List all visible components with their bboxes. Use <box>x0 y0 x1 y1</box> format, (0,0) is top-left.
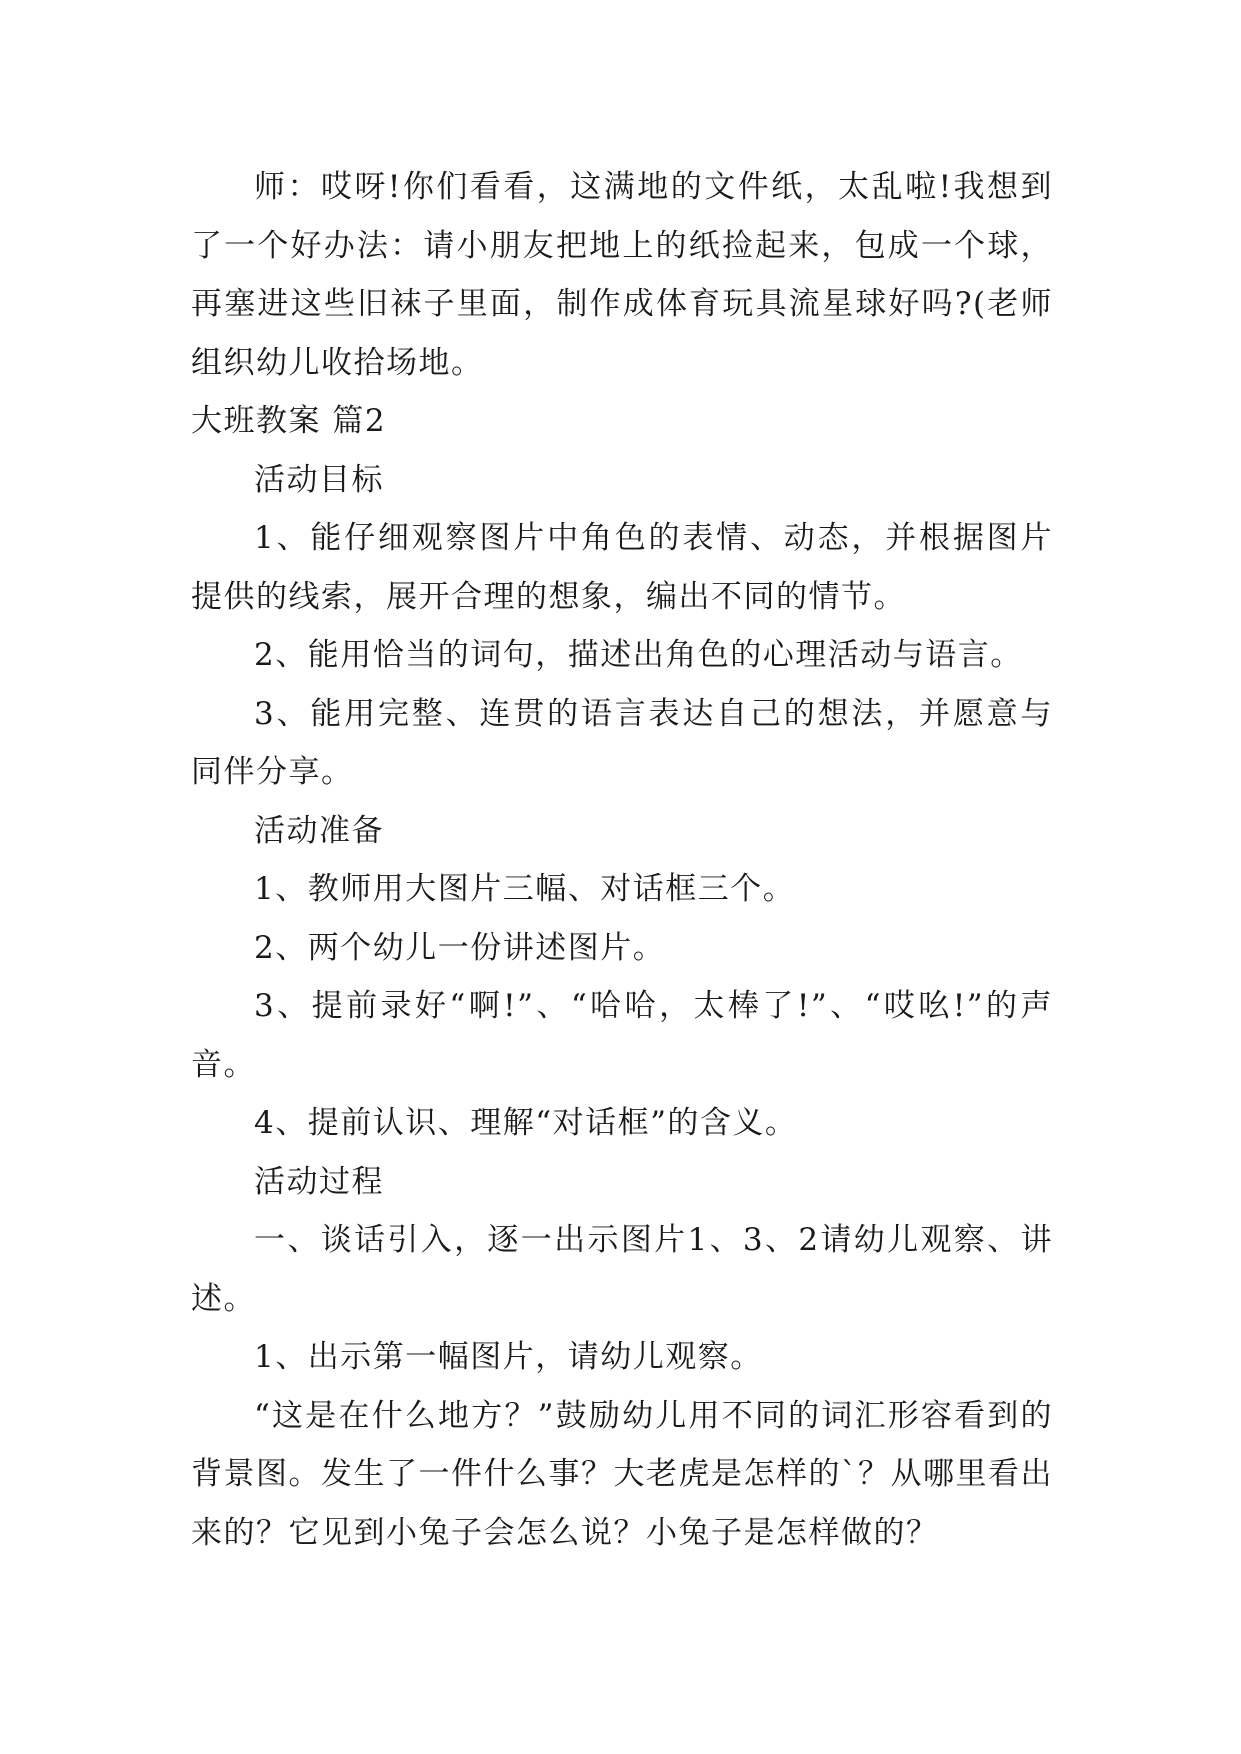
process-questions: “这是在什么地方？”鼓励幼儿用不同的词汇形容看到的背景图。发生了一件什么事？大老虎是怎样的`？从哪里看出来的？它见到小兔子会怎么说？小兔子是怎样做的？ <box>191 1397 1053 1551</box>
preparation-item-3: 3、提前录好“啊!”、“哈哈，太棒了!”、“哎吆!”的声音。 <box>191 988 1053 1083</box>
goal-item-2: 2、能用恰当的词句，描述出角色的心理活动与语言。 <box>254 637 1023 673</box>
subheading-activity-preparation: 活动准备 <box>254 812 384 849</box>
preparation-item-2: 2、两个幼儿一份讲述图片。 <box>254 929 666 966</box>
process-substep-1: 1、出示第一幅图片，请幼儿观察。 <box>254 1339 763 1375</box>
dialogue-paragraph: 师：哎呀!你们看看，这满地的文件纸，太乱啦!我想到了一个好办法：请小朋友把地上的纸捡起来，包成一个球，再塞进这些旧袜子里面，制作成体育玩具流星球好吗?(老师组织幼儿收拾场地。 <box>191 169 1053 381</box>
goal-item-3: 3、能用完整、连贯的语言表达自己的想法，并愿意与同伴分享。 <box>191 695 1053 790</box>
section-heading: 大班教案 篇2 <box>191 403 387 439</box>
document-body <box>191 158 1053 1562</box>
process-step-1: 一、谈话引入，逐一出示图片1、3、2请幼儿观察、讲述。 <box>191 1222 1053 1317</box>
preparation-item-4: 4、提前认识、理解“对话框”的含义。 <box>254 1105 798 1141</box>
subheading-activity-process: 活动过程 <box>254 1163 384 1200</box>
subheading-activity-goals: 活动目标 <box>254 461 384 498</box>
goal-item-1: 1、能仔细观察图片中角色的表情、动态，并根据图片提供的线索，展开合理的想象，编出不同的情节。 <box>191 520 1053 615</box>
preparation-item-1: 1、教师用大图片三幅、对话框三个。 <box>254 871 796 907</box>
